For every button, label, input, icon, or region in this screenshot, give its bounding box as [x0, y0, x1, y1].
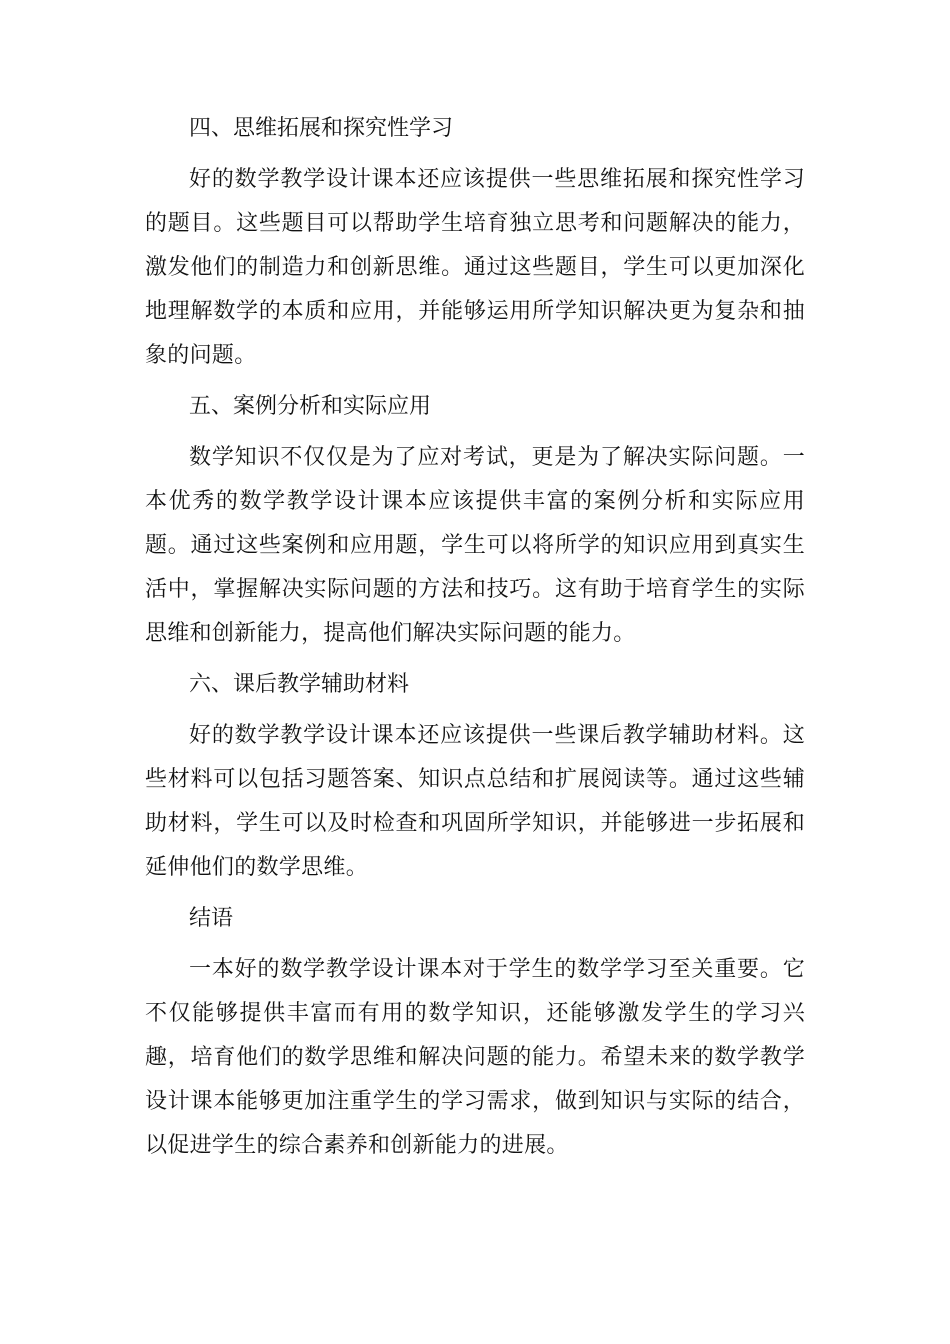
section-conclusion [145, 897, 805, 1168]
section-heading: 六、课后教学辅助材料 [189, 672, 410, 697]
section-paragraph: 好的数学教学设计课本还应该提供一些思维拓展和探究性学习的题目。这些题目可以帮助学生培育独立思考和问题解决的能力，激发他们的制造力和创新思维。通过这些题目，学生可以更加深化地理解数学的本质和应用，并能够运用所学知识解决更为复杂和抽象的问题。 [145, 167, 805, 368]
section-paragraph: 一本好的数学教学设计课本对于学生的数学学习至关重要。它不仅能够提供丰富而有用的数学知识，还能够激发学生的学习兴趣，培育他们的数学思维和解决问题的能力。希望未来的数学教学设计课本能够更加注重学生的学习需求，做到知识与实际的结合，以促进学生的综合素养和创新能力的进展。 [145, 957, 805, 1158]
document-page [145, 107, 805, 1175]
section-paragraph: 数学知识不仅仅是为了应对考试，更是为了解决实际问题。一本优秀的数学教学设计课本应该提供丰富的案例分析和实际应用题。通过这些案例和应用题，学生可以将所学的知识应用到真实生活中，掌握解决实际问题的方法和技巧。这有助于培育学生的实际思维和创新能力，提高他们解决实际问题的能力。 [145, 445, 805, 646]
section-heading: 结语 [189, 906, 234, 931]
section-paragraph: 好的数学教学设计课本还应该提供一些课后教学辅助材料。这些材料可以包括习题答案、知识点总结和扩展阅读等。通过这些辅助材料，学生可以及时检查和巩固所学知识，并能够进一步拓展和延伸他们的数学思维。 [145, 723, 805, 880]
section-thinking-extension [145, 107, 805, 378]
section-heading: 五、案例分析和实际应用 [189, 394, 432, 419]
section-case-analysis [145, 385, 805, 656]
section-after-class-materials [145, 663, 805, 890]
section-heading: 四、思维拓展和探究性学习 [189, 116, 454, 141]
